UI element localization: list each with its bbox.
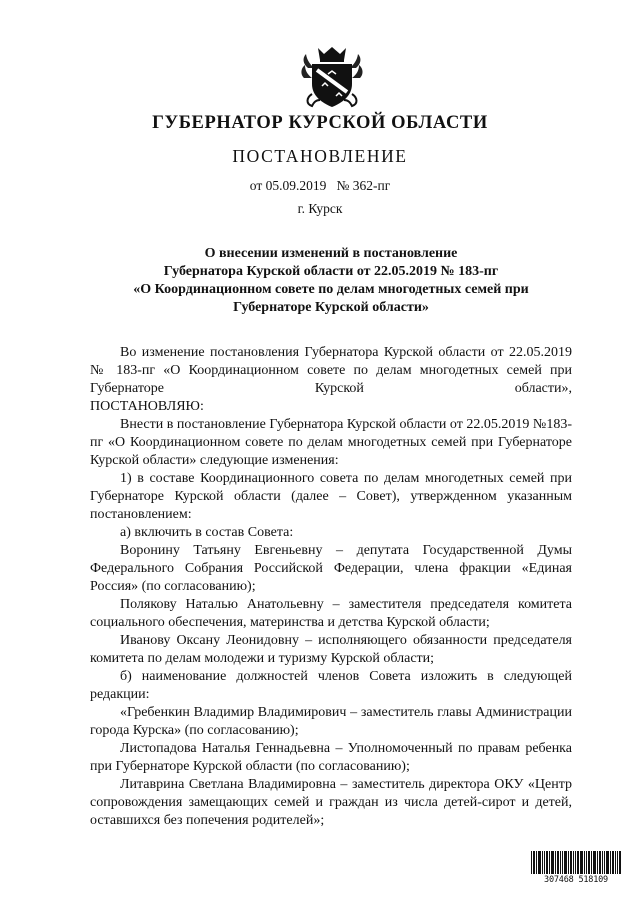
paragraph: 1) в составе Координационного совета по делам многодетных семей при Губернаторе Курской области (далее – Совет), утвержденном указанным постановлением: — [90, 471, 572, 522]
paragraph: Полякову Наталью Анатольевну – заместителя председателя комитета социального обеспечения, материнства и детства Курской области; — [90, 597, 572, 630]
paragraph: Литаврина Светлана Владимировна – заместитель директора ОКУ «Центр сопровождения замещающих семей и граждан из числа детей-сирот и детей, оставшихся без попечения родителей»; — [90, 777, 572, 828]
paragraph: Во изменение постановления Губернатора Курской области от 22.05.2019 № 183-пг «О Координационном совете по делам многодетных семей при Губернаторе Курской области», — [90, 345, 572, 396]
document-type: ПОСТАНОВЛЕНИЕ — [232, 146, 408, 166]
decree-subject — [90, 245, 572, 317]
subject-line: Губернатора Курской области от 22.05.2019 № 183-пг — [163, 264, 499, 279]
subject-line: «О Координационном совете по делам многодетных семей при — [133, 282, 529, 297]
city: г. Курск — [297, 201, 343, 216]
authority-title: ГУБЕРНАТОР КУРСКОЙ ОБЛАСТИ — [152, 113, 488, 133]
subject-line: Губернаторе Курской области» — [233, 300, 429, 315]
barcode-bars-icon — [531, 851, 621, 874]
barcode-number: 307468 518109 — [544, 875, 608, 885]
coat-of-arms-icon — [300, 44, 364, 110]
paragraph: Иванову Оксану Леонидовну – исполняющего обязанности председателя комитета по делам молодежи и туризму Курской области; — [90, 633, 572, 666]
resolution-word: ПОСТАНОВЛЯЮ: — [90, 399, 204, 414]
subject-line: О внесении изменений в постановление — [204, 246, 458, 261]
barcode — [531, 851, 621, 885]
paragraph: Листопадова Наталья Геннадьевна – Уполномоченный по правам ребенка при Губернаторе Курской области (по согласованию); — [90, 741, 572, 774]
paragraph: б) наименование должностей членов Совета изложить в следующей редакции: — [90, 669, 572, 702]
paragraph: «Гребенкин Владимир Владимирович – заместитель главы Администрации города Курска» (по согласованию); — [90, 705, 572, 738]
paragraph: а) включить в состав Совета: — [120, 525, 294, 540]
decree-body — [90, 344, 572, 830]
paragraph: Внести в постановление Губернатора Курской области от 22.05.2019 №183-пг «О Координационном совете по делам многодетных семей при Губернаторе Курской области» следующие изменения: — [90, 417, 572, 468]
date-and-number: от 05.09.2019 № 362-пг — [249, 178, 391, 193]
paragraph: Воронину Татьяну Евгеньевну – депутата Государственной Думы Федерального Собрания Российской Федерации, члена фракции «Единая Россия» (по согласованию); — [90, 543, 572, 594]
